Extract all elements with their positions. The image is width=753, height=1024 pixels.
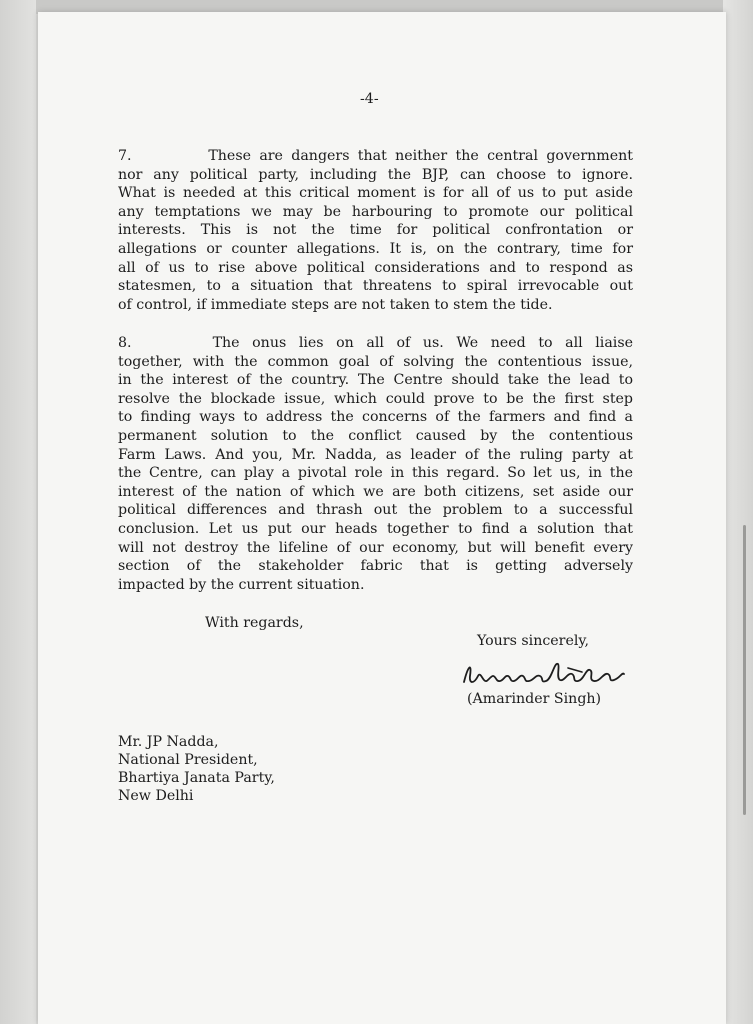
- paragraph-line: What is needed at this critical moment is for all of us to put aside: [118, 185, 633, 202]
- paragraph-line: Farm Laws. And you, Mr. Nadda, as leader of the ruling party at: [118, 446, 633, 463]
- recipient-name: Mr. JP Nadda,: [118, 734, 219, 750]
- paragraph-line: of control, if immediate steps are not taken to stem the tide.: [118, 296, 553, 313]
- paragraph-line: any temptations we may be harbouring to promote our political: [118, 203, 633, 220]
- paragraph-line: interests. This is not the time for political confrontation or: [118, 222, 633, 239]
- signatory-name: (Amarinder Singh): [467, 691, 602, 707]
- paragraph-line: statesmen, to a situation that threatens to spiral irrevocable out: [118, 278, 633, 295]
- paragraph-line: allegations or counter allegations. It is, on the contrary, time for: [118, 240, 633, 257]
- paragraph-line: in the interest of the country. The Centre should take the lead to: [118, 372, 633, 389]
- paragraph-line: conclusion. Let us put our heads together to find a solution that: [118, 520, 633, 537]
- paragraph-line: section of the stakeholder fabric that is getting adversely: [118, 558, 633, 575]
- paragraph-number: 8.: [118, 335, 132, 351]
- paragraph-line: the Centre, can play a pivotal role in this regard. So let us, in the: [118, 465, 633, 482]
- paragraph-line: nor any political party, including the BJP, can choose to ignore.: [118, 166, 633, 183]
- paragraph-8: [118, 334, 633, 594]
- scrollbar[interactable]: [743, 525, 746, 815]
- paragraph-line: to finding ways to address the concerns of the farmers and find a: [118, 409, 633, 426]
- paragraph-line: [118, 334, 633, 353]
- recipient-designation: National President,: [118, 752, 258, 768]
- paragraph-line: resolve the blockade issue, which could prove to be the first step: [118, 390, 633, 407]
- paragraph-line: together, with the common goal of solving the contentious issue,: [118, 353, 633, 370]
- paragraph-line: all of us to rise above political considerations and to respond as: [118, 259, 633, 276]
- background-right: [723, 0, 753, 1024]
- page-number: -4-: [360, 91, 379, 107]
- closing-text: With regards,: [205, 615, 304, 631]
- paragraph-number: 7.: [118, 148, 132, 164]
- signature-mark: [460, 654, 630, 694]
- paragraph-line: impacted by the current situation.: [118, 576, 365, 593]
- paragraph-line: interest of the nation of which we are both citizens, set aside our: [118, 483, 633, 500]
- paragraph-line: will not destroy the lifeline of our economy, but will benefit every: [118, 539, 633, 556]
- paragraph-line: permanent solution to the conflict caused by the contentious: [118, 427, 633, 444]
- paragraph-line-text: The onus lies on all of us. We need to all liaise: [212, 335, 633, 351]
- paragraph-line-text: These are dangers that neither the central government: [208, 148, 633, 164]
- paragraph-line: political differences and thrash out the problem to a successful: [118, 502, 633, 519]
- background-left: [0, 0, 36, 1024]
- recipient-city: New Delhi: [118, 788, 194, 804]
- paragraph-7: [118, 147, 633, 314]
- sign-off-text: Yours sincerely,: [477, 633, 590, 649]
- paragraph-line: [118, 147, 633, 166]
- recipient-organization: Bhartiya Janata Party,: [118, 770, 275, 786]
